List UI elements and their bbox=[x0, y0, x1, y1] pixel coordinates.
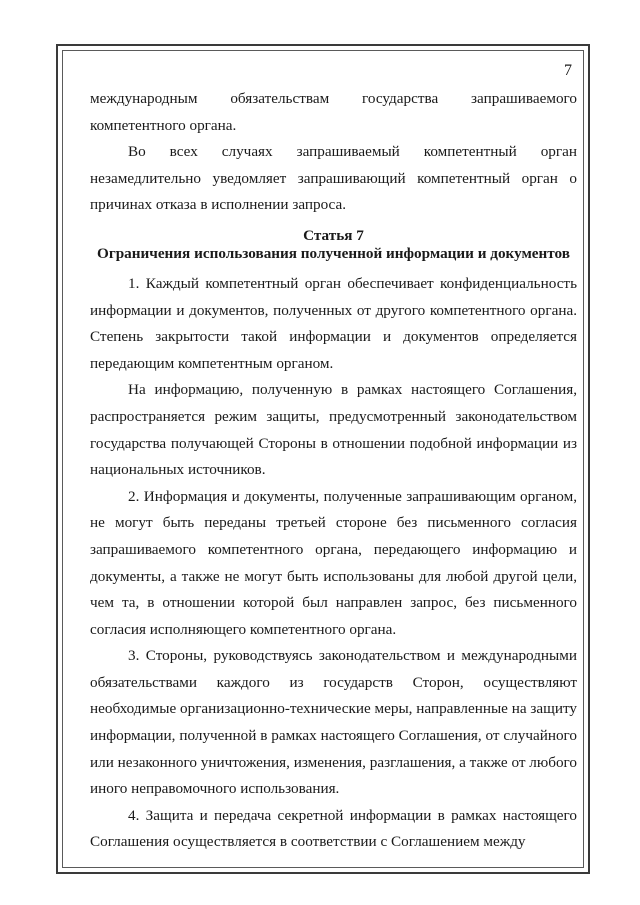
paragraph-item-2: 2. Информация и документы, полученные запрашивающим органом, не могут быть переданы третьей стороне без письменного согласия запрашиваемого компетентного органа, передающего информацию и документы, а также не могут быть использованы для любой другой цели, чем та, в отношении которой был направлен запрос, без письменного согласия исполняющего компетентного органа. bbox=[90, 487, 577, 638]
paragraph-item-4: 4. Защита и передача секретной информации в рамках настоящего Соглашения осуществляется в соответствии с Соглашением между bbox=[90, 806, 577, 851]
article-heading bbox=[90, 227, 577, 263]
paragraph-continuation: международным обязательствам государства запрашиваемого компетентного органа. bbox=[90, 90, 577, 134]
article-title: Ограничения использования полученной информации и документов bbox=[97, 244, 570, 262]
page-number: 7 bbox=[564, 62, 572, 79]
paragraph-protection-regime: На информацию, полученную в рамках настоящего Соглашения, распространяется режим защиты, предусмотренный законодательством государства получающей Стороны в отношении подобной информации из национальных источников. bbox=[90, 381, 577, 479]
article-number: Статья 7 bbox=[303, 226, 364, 244]
paragraph-item-1: 1. Каждый компетентный орган обеспечивает конфиденциальность информации и документов, полученных от другого компетентного органа. Степень закрытости такой информации и документов определяется передающим компетентным органом. bbox=[90, 274, 577, 372]
paragraph-item-3: 3. Стороны, руководствуясь законодательством и международными обязательствами каждого из государств Сторон, осуществляют необходимые организационно-технические меры, направленные на защиту информации, полученной в рамках настоящего Соглашения, от случайного или незаконного уничтожения, изменения, разглашения, а также от любого иного неправомочного использования. bbox=[90, 647, 577, 798]
paragraph-refusal-notice: Во всех случаях запрашиваемый компетентный орган незамедлительно уведомляет запрашивающий компетентный орган о причинах отказа в исполнении запроса. bbox=[90, 143, 577, 214]
document-body bbox=[90, 86, 577, 856]
